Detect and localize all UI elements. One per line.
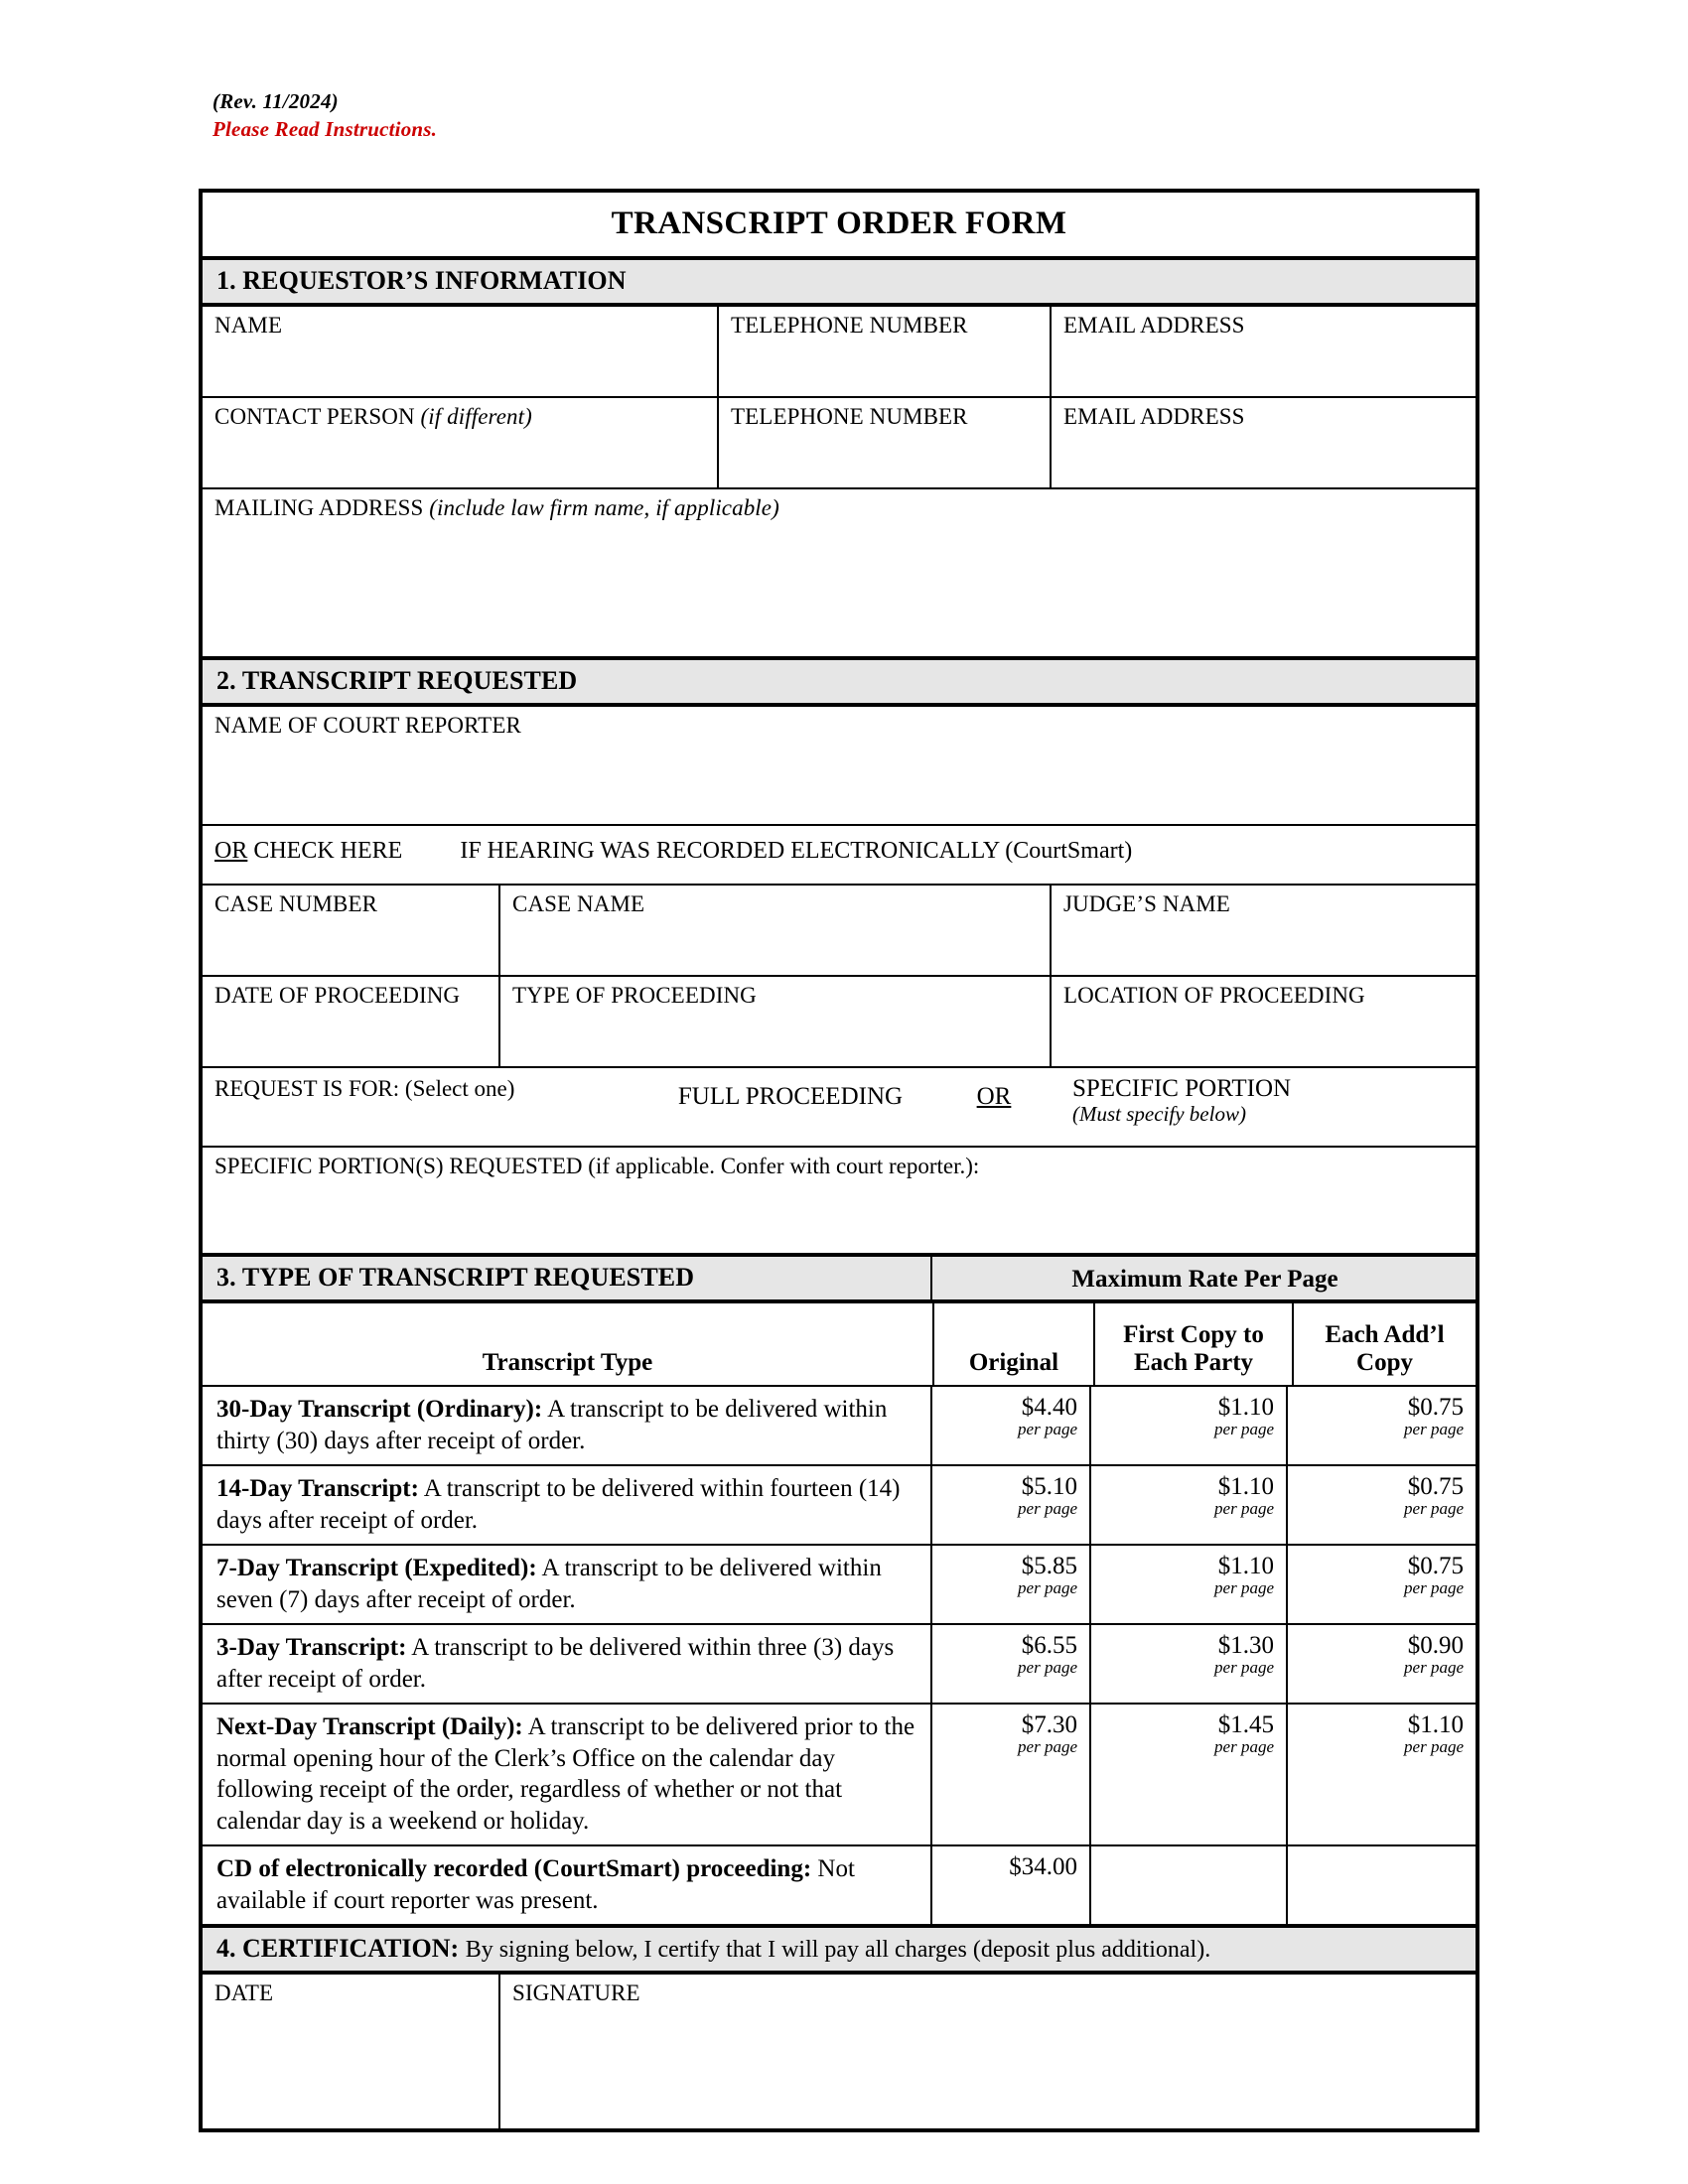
certification-label: 4. CERTIFICATION:	[216, 1934, 466, 1963]
case-info-row	[203, 886, 1476, 977]
per-page-note: per page	[1214, 1658, 1274, 1677]
transcript-type-description	[203, 1625, 932, 1705]
or-underline-2: OR	[976, 1083, 1012, 1110]
telephone-field-1[interactable]	[719, 307, 1052, 398]
per-page-note: per page	[1214, 1499, 1274, 1518]
section-2-heading: 2. TRANSCRIPT REQUESTED	[203, 660, 1476, 707]
rate-original	[932, 1546, 1091, 1625]
rate-first-copy	[1091, 1846, 1288, 1928]
per-page-note: per page	[1018, 1578, 1077, 1597]
select-one-note: (Select one)	[404, 1076, 515, 1101]
rate-table-column-headers	[203, 1303, 1476, 1387]
per-page-note: per page	[1404, 1420, 1464, 1438]
per-page-note: per page	[1214, 1737, 1274, 1756]
revision-block	[212, 87, 437, 144]
table-row[interactable]	[203, 1546, 1476, 1625]
rate-original-value: $5.10	[1021, 1473, 1077, 1500]
table-row[interactable]	[203, 1625, 1476, 1705]
proceeding-info-row	[203, 977, 1476, 1068]
transcript-type-detail: A transcript to be delivered prior to the normal opening hour of the Clerk’s Office on the calendar day following receipt of the order, regardless of whether or not that calendar day is a weekend or holiday.	[216, 1713, 915, 1835]
maximum-rate-heading: Maximum Rate Per Page	[932, 1257, 1476, 1303]
telephone-field-2[interactable]	[719, 398, 1052, 489]
each-addl-line-1: Each Add’l	[1325, 1321, 1445, 1348]
mailing-address-field[interactable]	[203, 489, 1476, 660]
rate-first-copy-value: $1.10	[1217, 1473, 1274, 1500]
mailing-address-row	[203, 489, 1476, 660]
section-3-heading: 3. TYPE OF TRANSCRIPT REQUESTED	[203, 1257, 932, 1303]
specific-portion-option[interactable]	[1049, 1068, 1476, 1127]
per-page-note: per page	[1214, 1420, 1274, 1438]
rate-original	[932, 1705, 1091, 1846]
per-page-note: per page	[1018, 1420, 1077, 1438]
electronic-recording-note: IF HEARING WAS RECORDED ELECTRONICALLY (CourtSmart)	[460, 838, 1133, 864]
page-title: TRANSCRIPT ORDER FORM	[203, 193, 1476, 260]
per-page-note: per page	[1018, 1499, 1077, 1518]
full-proceeding-option[interactable]	[641, 1068, 939, 1111]
contact-person-label: CONTACT PERSON	[214, 404, 421, 429]
each-addl-line-2: Copy	[1356, 1349, 1413, 1376]
court-reporter-field[interactable]	[203, 707, 1476, 826]
location-of-proceeding-field[interactable]	[1052, 977, 1476, 1068]
transcript-type-detail: Not available if court reporter was present.	[216, 1855, 855, 1914]
case-number-field[interactable]	[203, 886, 500, 977]
signature-row	[203, 1975, 1476, 2128]
per-page-note: per page	[1404, 1578, 1464, 1597]
must-specify-note: (Must specify below)	[1072, 1102, 1246, 1126]
transcript-type-detail: A transcript to be delivered within seven (7) days after receipt of order.	[216, 1555, 882, 1613]
or-separator	[939, 1068, 1049, 1111]
rate-each-additional	[1288, 1846, 1476, 1928]
case-number-label: CASE NUMBER	[214, 891, 378, 916]
rate-original-value: $5.85	[1021, 1553, 1077, 1579]
specific-portions-field[interactable]	[203, 1148, 1476, 1257]
rate-original	[932, 1466, 1091, 1546]
telephone-label-1: TELEPHONE NUMBER	[731, 313, 968, 338]
per-page-note: per page	[1404, 1658, 1464, 1677]
read-instructions-note: Please Read Instructions.	[212, 117, 438, 142]
court-reporter-row	[203, 707, 1476, 826]
rate-each-additional-value: $0.75	[1407, 1553, 1464, 1579]
rate-each-additional-value: $0.90	[1407, 1632, 1464, 1659]
transcript-type-name: CD of electronically recorded (CourtSmart) proceeding:	[216, 1855, 812, 1882]
table-row[interactable]	[203, 1387, 1476, 1466]
rate-first-copy	[1091, 1705, 1288, 1846]
email-field-2[interactable]	[1052, 398, 1476, 489]
name-label: NAME	[214, 313, 283, 338]
transcript-type-name: 7-Day Transcript (Expedited):	[216, 1555, 537, 1581]
rate-original-value: $34.00	[1009, 1853, 1077, 1880]
rate-first-copy	[1091, 1387, 1288, 1466]
first-copy-line-2: Each Party	[1133, 1349, 1254, 1376]
rate-each-additional	[1288, 1546, 1476, 1625]
name-field[interactable]	[203, 307, 719, 398]
transcript-type-name: 30-Day Transcript (Ordinary):	[216, 1396, 543, 1423]
per-page-note: per page	[1018, 1658, 1077, 1677]
judge-name-field[interactable]	[1052, 886, 1476, 977]
specific-portions-note: (if applicable. Confer with court reporter.):	[588, 1154, 980, 1178]
table-row[interactable]	[203, 1705, 1476, 1846]
mailing-address-note: (include law firm name, if applicable)	[429, 495, 779, 520]
transcript-type-description	[203, 1846, 932, 1928]
rate-each-additional	[1288, 1705, 1476, 1846]
courtsmart-check-line[interactable]	[203, 826, 1476, 886]
per-page-note: per page	[1214, 1578, 1274, 1597]
rate-first-copy	[1091, 1466, 1288, 1546]
requestor-row-1	[203, 307, 1476, 398]
table-row[interactable]	[203, 1466, 1476, 1546]
date-of-proceeding-label: DATE OF PROCEEDING	[214, 983, 461, 1008]
per-page-note: per page	[1018, 1737, 1077, 1756]
judge-name-label: JUDGE’S NAME	[1063, 891, 1230, 916]
specific-portion-label: SPECIFIC PORTION	[1072, 1075, 1292, 1102]
transcript-type-description	[203, 1546, 932, 1625]
contact-person-note: (if different)	[420, 404, 532, 429]
signature-label: SIGNATURE	[512, 1980, 640, 2005]
email-label-2: EMAIL ADDRESS	[1063, 404, 1245, 429]
rate-each-additional	[1288, 1625, 1476, 1705]
rate-each-additional-value: $0.75	[1407, 1473, 1464, 1500]
rate-first-copy-value: $1.10	[1217, 1394, 1274, 1421]
transcript-type-name: Next-Day Transcript (Daily):	[216, 1713, 523, 1740]
specific-portions-row	[203, 1148, 1476, 1257]
section-4-heading	[203, 1928, 1476, 1975]
transcript-type-detail: A transcript to be delivered within thirty (30) days after receipt of order.	[216, 1396, 888, 1454]
date-label: DATE	[214, 1980, 274, 2005]
transcript-type-description	[203, 1705, 932, 1846]
transcript-type-name: 14-Day Transcript:	[216, 1475, 419, 1502]
column-header-each-addl	[1294, 1303, 1476, 1387]
rate-first-copy-value: $1.30	[1217, 1632, 1274, 1659]
transcript-type-detail: A transcript to be delivered within fourteen (14) days after receipt of order.	[216, 1475, 901, 1534]
telephone-label-2: TELEPHONE NUMBER	[731, 404, 968, 429]
type-of-proceeding-field[interactable]	[500, 977, 1052, 1068]
revision-date: (Rev. 11/2024)	[212, 89, 339, 113]
rate-each-additional-value: $0.75	[1407, 1394, 1464, 1421]
first-copy-line-1: First Copy to	[1123, 1321, 1264, 1348]
date-of-proceeding-field[interactable]	[203, 977, 500, 1068]
section-3-heading-row	[203, 1257, 1476, 1303]
rate-each-additional	[1288, 1387, 1476, 1466]
rate-first-copy	[1091, 1546, 1288, 1625]
rate-each-additional	[1288, 1466, 1476, 1546]
full-proceeding-label: FULL PROCEEDING	[677, 1083, 904, 1110]
section-1-heading: 1. REQUESTOR’S INFORMATION	[203, 260, 1476, 307]
or-underline-1: OR	[214, 838, 248, 864]
rate-original	[932, 1625, 1091, 1705]
rate-first-copy	[1091, 1625, 1288, 1705]
request-is-for-row	[203, 1068, 1476, 1148]
electronic-recording-row	[203, 826, 1476, 886]
type-of-proceeding-label: TYPE OF PROCEEDING	[512, 983, 757, 1008]
column-header-type: Transcript Type	[203, 1303, 934, 1387]
request-is-for-prompt	[203, 1068, 641, 1102]
location-of-proceeding-label: LOCATION OF PROCEEDING	[1063, 983, 1365, 1008]
rate-first-copy-value: $1.45	[1217, 1711, 1274, 1738]
case-name-label: CASE NAME	[512, 891, 645, 916]
email-field-1[interactable]	[1052, 307, 1476, 398]
rate-original-value: $7.30	[1021, 1711, 1077, 1738]
transcript-type-description	[203, 1466, 932, 1546]
transcript-type-name: 3-Day Transcript:	[216, 1634, 407, 1661]
column-header-original: Original	[934, 1303, 1095, 1387]
table-row[interactable]	[203, 1846, 1476, 1928]
rate-first-copy-value: $1.10	[1217, 1553, 1274, 1579]
mailing-address-label: MAILING ADDRESS	[214, 495, 430, 520]
signature-field[interactable]	[500, 1975, 1476, 2128]
rate-each-additional-value: $1.10	[1407, 1711, 1464, 1738]
check-here-label: CHECK HERE	[247, 838, 403, 864]
request-is-for-label: REQUEST IS FOR:	[214, 1076, 405, 1101]
contact-person-field[interactable]	[203, 398, 719, 489]
date-field[interactable]	[203, 1975, 500, 2128]
certification-text: By signing below, I certify that I will pay all charges (deposit plus additional).	[465, 1937, 1211, 1963]
rate-original	[932, 1387, 1091, 1466]
rate-original-value: $6.55	[1021, 1632, 1077, 1659]
transcript-type-detail: A transcript to be delivered within three (3) days after receipt of order.	[216, 1634, 895, 1693]
email-label-1: EMAIL ADDRESS	[1063, 313, 1245, 338]
rate-rows-container	[203, 1387, 1476, 1928]
transcript-order-form	[199, 189, 1479, 2132]
requestor-row-2	[203, 398, 1476, 489]
column-header-first-copy	[1095, 1303, 1294, 1387]
per-page-note: per page	[1404, 1499, 1464, 1518]
rate-original	[932, 1846, 1091, 1928]
case-name-field[interactable]	[500, 886, 1052, 977]
rate-original-value: $4.40	[1021, 1394, 1077, 1421]
per-page-note: per page	[1404, 1737, 1464, 1756]
transcript-type-description	[203, 1387, 932, 1466]
court-reporter-label: NAME OF COURT REPORTER	[214, 713, 521, 738]
specific-portions-label: SPECIFIC PORTION(S) REQUESTED	[214, 1154, 589, 1178]
